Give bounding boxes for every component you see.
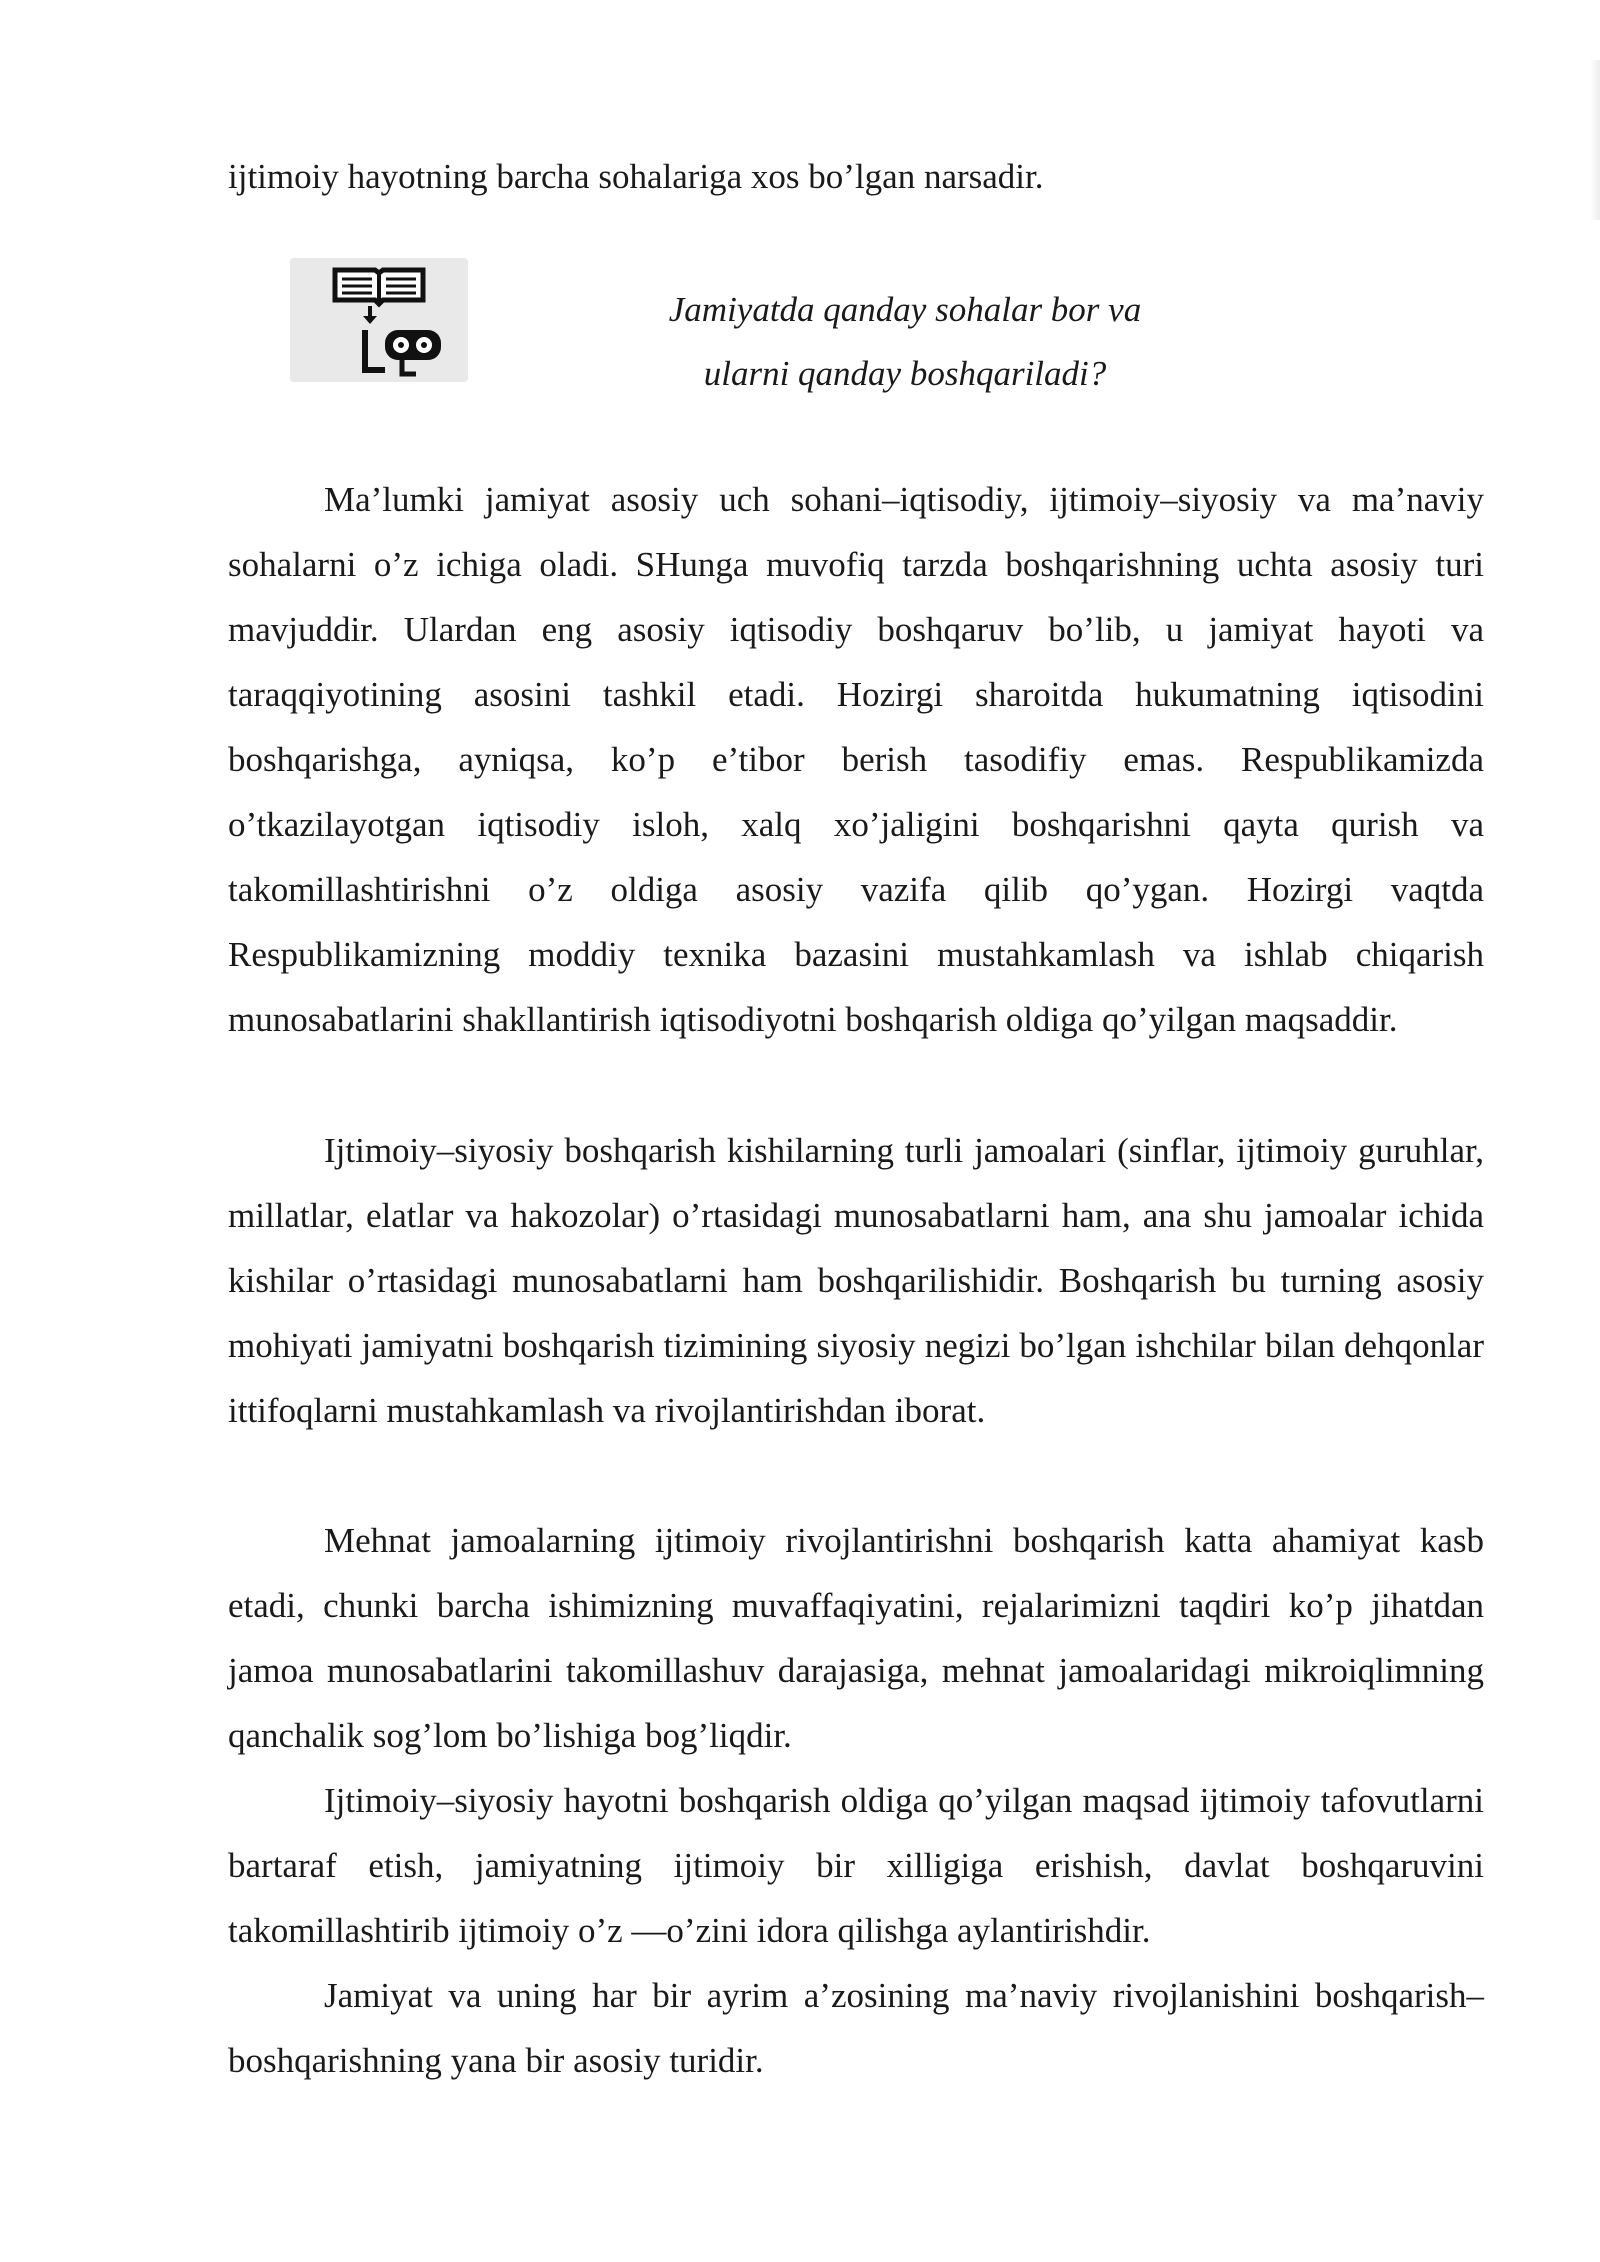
book-reader-icon-graphic <box>290 258 468 382</box>
page-edge-shadow <box>1590 60 1600 220</box>
paragraph-4: Ijtimoiy–siyosiy hayotni boshqarish oldiga qo’yilgan maqsad ijtimoiy tafovutlarni bartaraf etish, jamiyatning ijtimoiy bir xilligiga erishish, davlat boshqaruvini takomillashtirib ijtimoiy o’z —o’zini idora qilishga aylantirishdir. <box>228 1781 1484 1950</box>
paragraph-5: Jamiyat va uning har bir ayrim a’zosining ma’naviy rivojlanishini boshqarish–boshqarishning yana bir asosiy turidir. <box>228 1976 1484 2080</box>
paragraph-1: Ma’lumki jamiyat asosiy uch sohani–iqtisodiy, ijtimoiy–siyosiy va ma’naviy sohalarni o’z ichiga oladi. SHunga muvofiq tarzda boshqarishning uchta asosiy turi mavjuddir. Ulardan eng asosiy iqtisodiy boshqaruv bo’lib, u jamiyat hayoti va taraqqiyotining asosini tashkil etadi. Hozirgi sharoitda hukumatning iqtisodini boshqarishga, ayniqsa, ko’p e’tibor berish tasodifiy emas. Respublikamizda o’tkazilayotgan iqtisodiy isloh, xalq xo’jaligini boshqarishni qayta qurish va takomillashtirishni o’z oldiga asosiy vazifa qilib qo’ygan. Hozirgi vaqtda Respublikamizning moddiy texnika bazasini mustahkamlash va ishlab chiqarish munosabatlarini shakllantirish iqtisodiyotni boshqarish oldiga qo’yilgan maqsaddir. <box>228 480 1484 1039</box>
question-heading <box>560 278 1250 406</box>
book-reader-icon <box>290 258 468 382</box>
paragraph-2: Ijtimoiy–siyosiy boshqarish kishilarning turli jamoalari (sinflar, ijtimoiy guruhlar, millatlar, elatlar va hakozolar) o’rtasidagi munosabatlarni ham, ana shu jamoalar ichida kishilar o’rtasidagi munosabatlarni ham boshqarilishidir. Boshqarish bu turning asosiy mohiyati jamiyatni boshqarish tizimining siyosiy negizi bo’lgan ishchilar bilan dehqonlar ittifoqlarni mustahkamlash va rivojlantirishdan iborat. <box>228 1131 1484 1430</box>
question-line-1: Jamiyatda qanday sohalar bor va <box>668 290 1142 329</box>
paragraph-3: Mehnat jamoalarning ijtimoiy rivojlantirishni boshqarish katta ahamiyat kasb etadi, chunki barcha ishimizning muvaffaqiyatini, rejalarimizni taqdiri ko’p jihatdan jamoa munosabatlarini takomillashuv darajasiga, mehnat jamoalaridagi mikroiqlimning qanchalik sog’lom bo’lishiga bog’liqdir. <box>228 1521 1484 1755</box>
continued-sentence: ijtimoiy hayotning barcha sohalariga xos bo’lgan narsadir. <box>228 157 1044 196</box>
question-line-2: ularni qanday boshqariladi? <box>703 354 1107 393</box>
